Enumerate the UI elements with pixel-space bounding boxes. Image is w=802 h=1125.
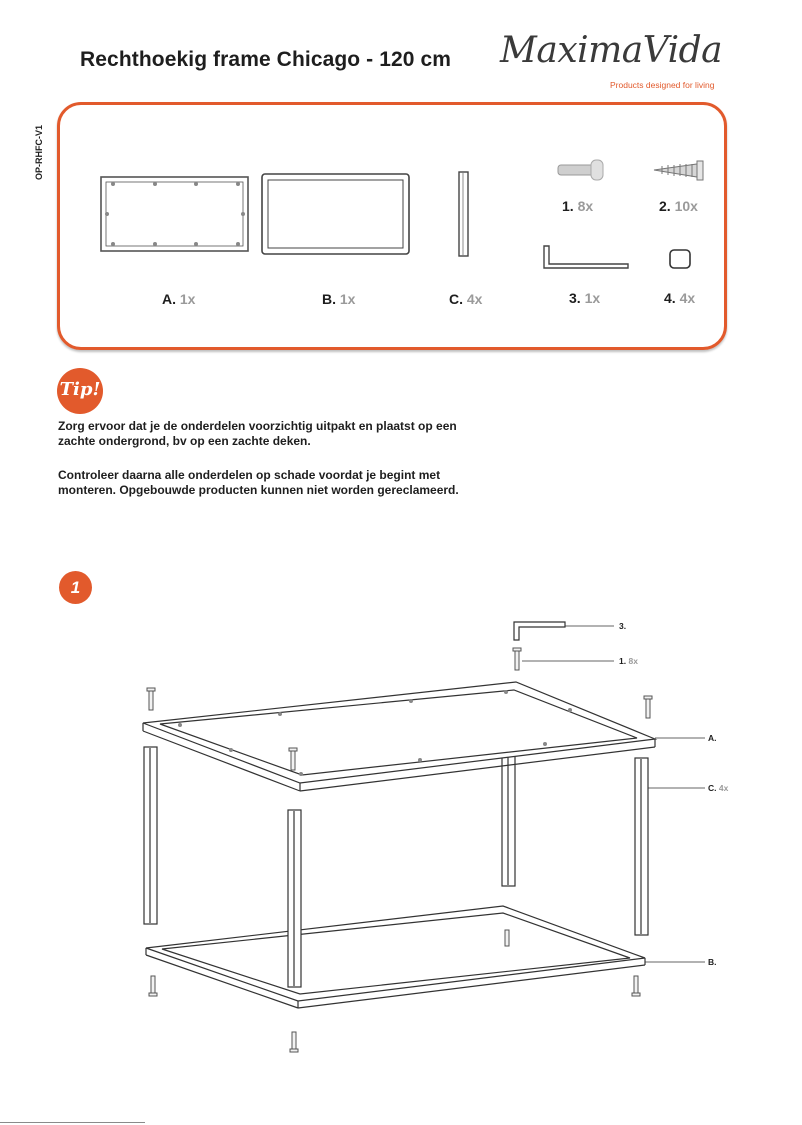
part-3-hex-key-illustration bbox=[544, 246, 628, 268]
hex-key-in-diagram bbox=[514, 622, 565, 640]
part-4-cap-illustration bbox=[670, 250, 690, 268]
part-1-label: 1. 8x bbox=[562, 198, 594, 214]
brand-logo: MaximaVida bbox=[500, 30, 723, 71]
front-right-leg bbox=[635, 758, 648, 935]
tip-paragraph-1: Zorg ervoor dat je de onderdelen voorzichtig uitpakt en plaatst op een zachte ondergrond, bv op een zachte deken. bbox=[58, 419, 457, 448]
parts-illustrations bbox=[0, 0, 802, 360]
callout-part-a: A. bbox=[708, 733, 717, 743]
part-2-label: 2. 10x bbox=[659, 198, 698, 214]
footer-divider bbox=[0, 1122, 145, 1123]
top-frame-a bbox=[143, 682, 655, 791]
part-a-top-frame-illustration bbox=[101, 177, 248, 251]
part-c-leg-illustration bbox=[459, 172, 468, 256]
back-left-leg bbox=[144, 747, 157, 924]
part-4-label: 4. 4x bbox=[664, 290, 696, 306]
part-b-bottom-frame-illustration bbox=[262, 174, 409, 254]
callout-part-1: 1. 8x bbox=[619, 656, 638, 666]
callout-part-c: C. 4x bbox=[708, 783, 729, 793]
callout-part-3: 3. bbox=[619, 621, 627, 631]
page-title: Rechthoekig frame Chicago - 120 cm bbox=[80, 48, 452, 71]
tip-badge: Tip! bbox=[57, 368, 103, 414]
tip-paragraph-2: Controleer daarna alle onderdelen op schade voordat je begint met monteren. Opgebouwde producten kunnen niet worden gereclameerd. bbox=[58, 468, 459, 497]
step-number-badge: 1 bbox=[59, 571, 92, 604]
part-3-label: 3. 1x bbox=[569, 290, 601, 306]
part-2-screw-illustration bbox=[654, 161, 703, 180]
front-left-leg bbox=[288, 810, 301, 987]
document-code: OP-RHFC-V1 bbox=[34, 124, 44, 180]
bottom-frame-b bbox=[146, 906, 645, 1008]
part-c-label: C. 4x bbox=[449, 291, 483, 307]
step-1-assembly-diagram bbox=[0, 600, 802, 1070]
part-a-label: A. 1x bbox=[162, 291, 196, 307]
brand-tagline: Products designed for living bbox=[610, 80, 715, 90]
part-b-label: B. 1x bbox=[322, 291, 356, 307]
callout-part-b: B. bbox=[708, 957, 717, 967]
part-1-bolt-illustration bbox=[558, 160, 603, 180]
